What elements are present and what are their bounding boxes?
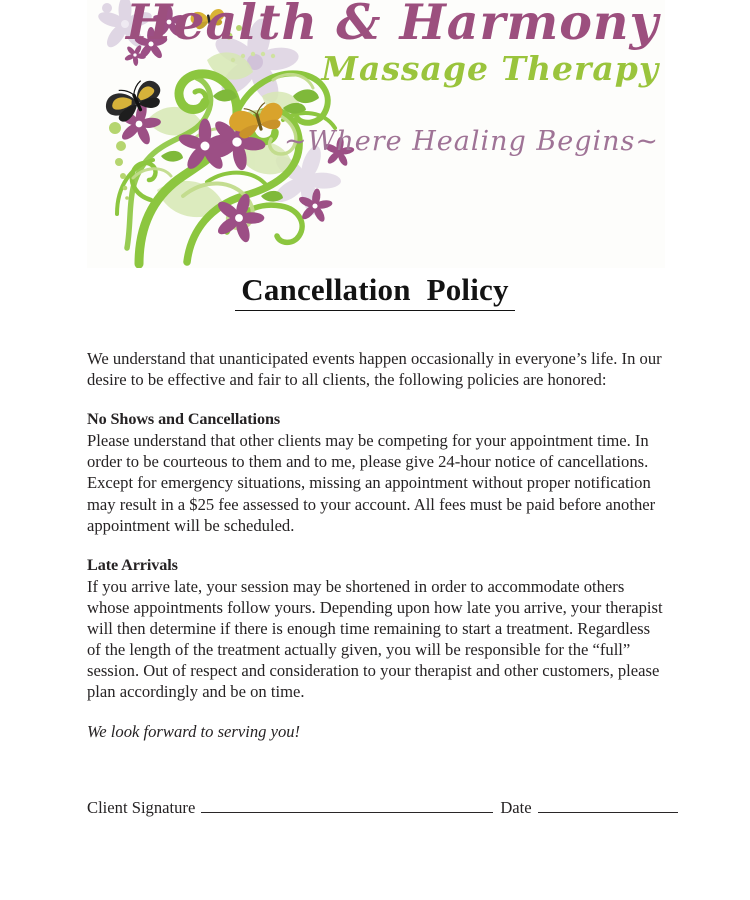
section-body-late-arrivals: If you arrive late, your session may be shortened in order to accommodate others whose appointments follow yours. Depending upon how late you arrive, your therapist will then determine if there is enough time remaining to start a treatment. Regardless of the length of the treatment actually given, you will be responsible for the “full” session. Out of respect and consideration to your therapist and other customers, please plan accordingly and be on time. bbox=[87, 576, 663, 702]
page-title-text: Cancellation Policy bbox=[235, 272, 514, 311]
section-body-no-shows: Please understand that other clients may be competing for your appointment time. In order to be courteous to them and to me, please give 24-hour notice of cancellations. Except for emergency situations, missing an appointment without proper notification may result in a $25 fee assessed to your account. All fees must be paid before another appointment will be scheduled. bbox=[87, 431, 656, 535]
signature-row bbox=[87, 798, 687, 818]
intro-paragraph: We understand that unanticipated events happen occasionally in everyone’s life. In our desire to be effective and fair to all clients, the following policies are honored: bbox=[87, 349, 662, 390]
section-heading-no-shows: No Shows and Cancellations bbox=[87, 410, 281, 429]
closing-line: We look forward to serving you! bbox=[87, 722, 301, 742]
logo-text-block bbox=[126, 0, 661, 268]
page-title bbox=[0, 272, 750, 308]
logo-banner bbox=[87, 0, 665, 268]
section-heading-late-arrivals: Late Arrivals bbox=[87, 555, 178, 574]
client-signature-line[interactable] bbox=[201, 799, 493, 813]
policy-body bbox=[87, 348, 667, 743]
client-signature-label: Client Signature bbox=[87, 798, 196, 817]
date-line[interactable] bbox=[538, 799, 678, 813]
brand-tagline: ~Where Healing Begins~ bbox=[284, 126, 659, 157]
date-label: Date bbox=[500, 798, 532, 817]
brand-name-line2: Massage Therapy bbox=[321, 49, 659, 88]
brand-name-line1: Health & Harmony bbox=[126, 0, 659, 51]
